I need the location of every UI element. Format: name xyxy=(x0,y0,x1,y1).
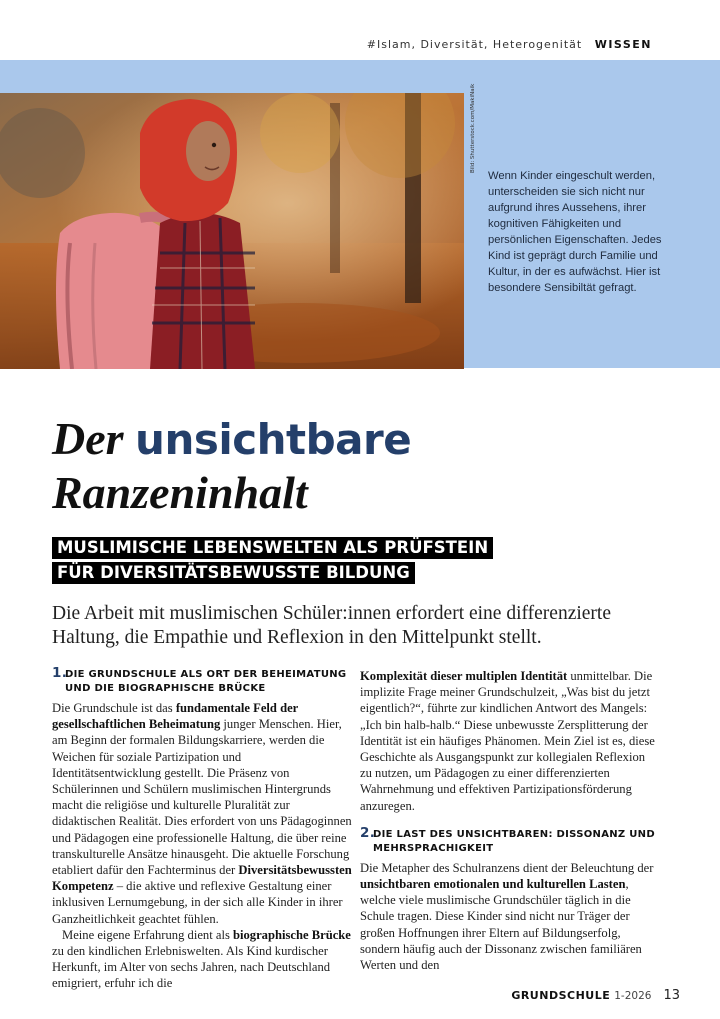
section-1-heading-text: DIE GRUNDSCHULE ALS ORT DER BEHEIMATUNG UND DIE BIOGRAPHISCHE BRÜCKE xyxy=(65,669,347,694)
text-run: Meine eigene Erfahrung dient als xyxy=(62,927,233,942)
photo-caption: Wenn Kinder eingeschult werden, unterscheiden sie sich nicht nur aufgrund ihres Aussehens, ihrer kognitiven Fähigkeiten und persönlichen Eigenschaften. Jedes Kind ist geprägt durch Familie und Kultur, in der es aufwächst. Hier ist besondere Sensibiltät gefragt. xyxy=(488,170,662,294)
section-2-heading-text: DIE LAST DES UNSICHTBAREN: DISSONANZ UND MEHRSPRACHIGKEIT xyxy=(373,828,655,854)
column-right xyxy=(360,668,660,973)
lead-paragraph: Die Arbeit mit muslimischen Schüler:innen erfordert eine differenzierte Haltung, die Empathie und Reflexion in den Mittelpunkt stellt. xyxy=(52,603,611,648)
text-run: – die aktive und reflexive Gestaltung einer inklusiven Lernumgebung, in der sich alle Kinder in ihrer Ganzheitlichkeit geachtet fühlen. xyxy=(52,879,343,926)
article-title xyxy=(52,412,672,519)
page-number: 13 xyxy=(663,988,680,1003)
section-1-paragraph-1 xyxy=(52,700,352,927)
title-part-der: Der xyxy=(52,413,136,464)
issue-number: 1-2026 xyxy=(614,990,652,1002)
section-1-paragraph-2-continued xyxy=(360,668,660,814)
section-1-number: 1. xyxy=(52,665,68,681)
running-header xyxy=(367,38,652,51)
text-run: , welche viele muslimische Grundschüler täglich in die Schule tragen. Diese Kinder sind nicht nur Träger der großen Hoffnungen ihrer Eltern auf Bildungserfolg, sondern häufig auch der Dissonanz zwischen familiären Werten und den xyxy=(360,877,642,973)
subtitle-line-2: FÜR DIVERSITÄTSBEWUSSTE BILDUNG xyxy=(52,562,415,584)
bold-run: biographische Brücke xyxy=(233,927,351,942)
header-section: WISSEN xyxy=(594,38,652,51)
title-part-ranzeninhalt: Ranzeninhalt xyxy=(52,467,308,518)
title-part-unsichtbare: unsichtbare xyxy=(135,415,412,464)
text-run: junger Menschen. Hier, am Beginn der formalen Bildungskarriere, werden die Weichen für soziale Partizipation und Identitätsentwicklung gestellt. Die Präsenz von Schülerinnen und Schülern muslimischen Hintergrunds macht die religiöse und kulturelle Pluralität zur didaktischen Realität. Dies erfordert von uns Pädagoginnen und Pädagogen eine professionelle Haltung, die über reine transkulturelle Ansätze hinausgeht. Die aktuelle Forschung etabliert dafür den Fachterminus der xyxy=(52,717,352,878)
text-run: Die Grundschule ist das xyxy=(52,701,176,715)
magazine-name: GRUNDSCHULE xyxy=(511,989,611,1002)
text-run: zu den kindlichen Erlebniswelten. Als Kind kurdischer Herkunft, im Alter von sechs Jahren, nach Deutschland emigriert, erfuhr ich die xyxy=(52,944,331,991)
header-tags: #Islam, Diversität, Heterogenität xyxy=(366,38,583,51)
section-1-heading xyxy=(52,665,352,696)
subtitle-block xyxy=(52,537,522,587)
subtitle-line-1: MUSLIMISCHE LEBENSWELTEN ALS PRÜFSTEIN xyxy=(52,537,493,559)
photo-girl-with-backpack-illustration xyxy=(0,93,464,369)
section-2-number: 2. xyxy=(360,824,376,841)
bold-run: Komplexität dieser multiplen Identität xyxy=(360,669,568,683)
column-left xyxy=(52,665,352,992)
bold-run: unsichtbaren emotionalen und kulturellen Lasten xyxy=(360,877,626,892)
text-run: Die Metapher des Schulranzens dient der Beleuchtung der xyxy=(360,860,654,875)
bold-run: fundamentale Feld der gesellschaftlichen Beheimatung xyxy=(52,701,299,732)
section-1-paragraph-2-start xyxy=(52,927,352,992)
text-run: unmittelbar. Die implizite Frage meiner Grundschulzeit, „Was bist du jetzt eigentlich?“, führte zur kindlichen Antwort des Mangels: „Ich bin halb-halb.“ Diese unbewusste Zersplitterung der Identität ist ein häufiges Phänomen. Mein Ziel ist es, diese Geschichte als Ausgangspunkt zur kollegialen Reflexion zu nutzen, um Pädagogen zu einer differenzierten Wahrnehmung und effektiven Partizipationsförderung anzuregen. xyxy=(360,669,655,813)
hero-photo xyxy=(0,93,464,369)
bold-run: Diversitätsbewussten Kompetenz xyxy=(52,863,352,894)
photo-credit: Bild: Shutterstock.com/MakiNaik xyxy=(470,83,476,173)
section-2-paragraph-1 xyxy=(360,860,660,973)
section-2-heading xyxy=(360,824,660,856)
page-footer xyxy=(511,984,680,1003)
